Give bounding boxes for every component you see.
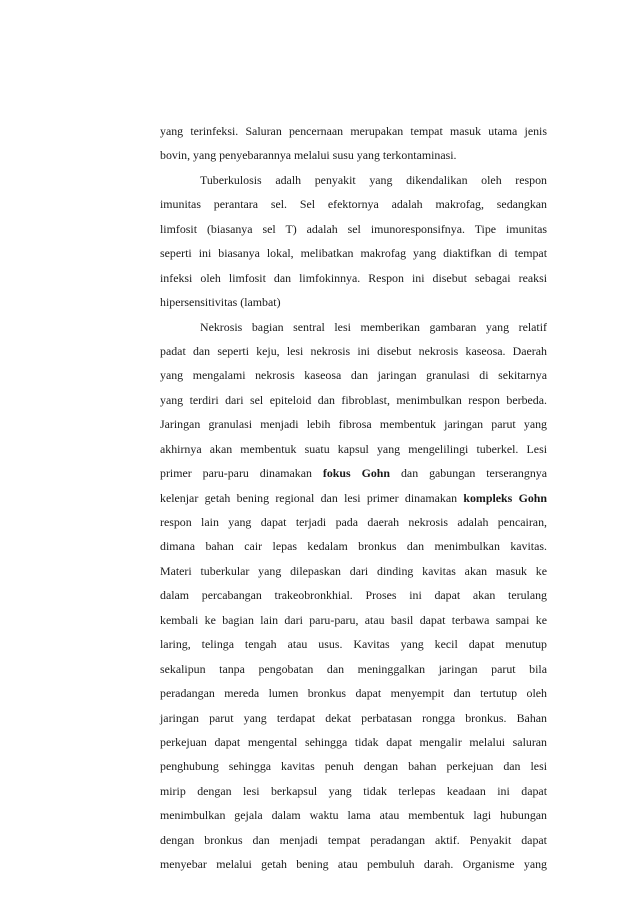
text-line: laring, telinga tengah atau usus. Kavitas yang kecil dapat menutup bbox=[160, 637, 547, 652]
text-line: seperti ini biasanya lokal, melibatkan makrofag yang diaktifkan di tempat bbox=[160, 246, 547, 261]
text-line: kembali ke bagian lain dari paru-paru, atau basil dapat terbawa sampai ke bbox=[160, 612, 547, 627]
text-line: akhirnya akan membentuk suatu kapsul yang mengelilingi tuberkel. Lesi bbox=[160, 441, 547, 456]
bold-term: kompleks Gohn bbox=[463, 490, 548, 505]
text-segment: dan gabungan terserangnya bbox=[390, 466, 547, 481]
text-line: Materi tuberkular yang dilepaskan dari dinding kavitas akan masuk ke bbox=[160, 563, 547, 578]
text-line: dengan bronkus dan menjadi tempat peradangan aktif. Penyakit dapat bbox=[160, 832, 547, 847]
text-line: infeksi oleh limfosit dan limfokinnya. Respon ini disebut sebagai reaksi bbox=[160, 270, 547, 285]
text-line: dalam percabangan trakeobronkhial. Proses ini dapat akan terulang bbox=[160, 588, 547, 603]
body-text bbox=[160, 119, 547, 877]
text-line: penghubung sehingga kavitas penuh dengan bahan perkejuan dan lesi bbox=[160, 759, 547, 774]
text-line: padat dan seperti keju, lesi nekrosis ini disebut nekrosis kaseosa. Daerah bbox=[160, 343, 547, 358]
text-line: dimana bahan cair lepas kedalam bronkus dan menimbulkan kavitas. bbox=[160, 539, 547, 554]
text-line bbox=[160, 486, 547, 510]
text-line bbox=[160, 461, 547, 485]
text-line: mirip dengan lesi berkapsul yang tidak terlepas keadaan ini dapat bbox=[160, 783, 547, 798]
text-line: jaringan parut yang terdapat dekat perbatasan rongga bronkus. Bahan bbox=[160, 710, 547, 725]
text-segment: kelenjar getah bening regional dan lesi primer dinamakan bbox=[160, 490, 464, 505]
text-line: perkejuan dapat mengental sehingga tidak dapat mengalir melalui saluran bbox=[160, 734, 547, 749]
text-line: yang terinfeksi. Saluran pencernaan merupakan tempat masuk utama jenis bbox=[160, 124, 547, 138]
text-line: sekalipun tanpa pengobatan dan meninggalkan jaringan parut bila bbox=[160, 661, 547, 676]
text-line: peradangan mereda lumen bronkus dapat menyempit dan tertutup oleh bbox=[160, 686, 547, 701]
text-line: bovin, yang penyebarannya melalui susu yang terkontaminasi. bbox=[160, 148, 457, 163]
text-line: imunitas perantara sel. Sel efektornya adalah makrofag, sedangkan bbox=[160, 197, 547, 212]
text-line: respon lain yang dapat terjadi pada daerah nekrosis adalah pencairan, bbox=[160, 515, 547, 529]
text-line: yang terdiri dari sel epiteloid dan fibroblast, menimbulkan respon berbeda. bbox=[160, 392, 547, 407]
text-line: hipersensitivitas (lambat) bbox=[160, 295, 281, 310]
bold-term: fokus Gohn bbox=[322, 466, 391, 481]
text-segment: primer paru-paru dinamakan bbox=[160, 466, 323, 481]
text-line: Jaringan granulasi menjadi lebih fibrosa membentuk jaringan parut yang bbox=[160, 417, 547, 432]
text-line: menyebar melalui getah bening atau pembuluh darah. Organisme yang bbox=[160, 857, 547, 872]
text-line: limfosit (biasanya sel T) adalah sel imunoresponsifnya. Tipe imunitas bbox=[160, 221, 547, 236]
text-line: menimbulkan gejala dalam waktu lama atau membentuk lagi hubungan bbox=[160, 808, 547, 823]
text-line: yang mengalami nekrosis kaseosa dan jaringan granulasi di sekitarnya bbox=[160, 368, 547, 383]
text-line: Tuberkulosis adalh penyakit yang dikendalikan oleh respon bbox=[200, 172, 547, 187]
text-line: Nekrosis bagian sentral lesi memberikan gambaran yang relatif bbox=[200, 319, 547, 334]
